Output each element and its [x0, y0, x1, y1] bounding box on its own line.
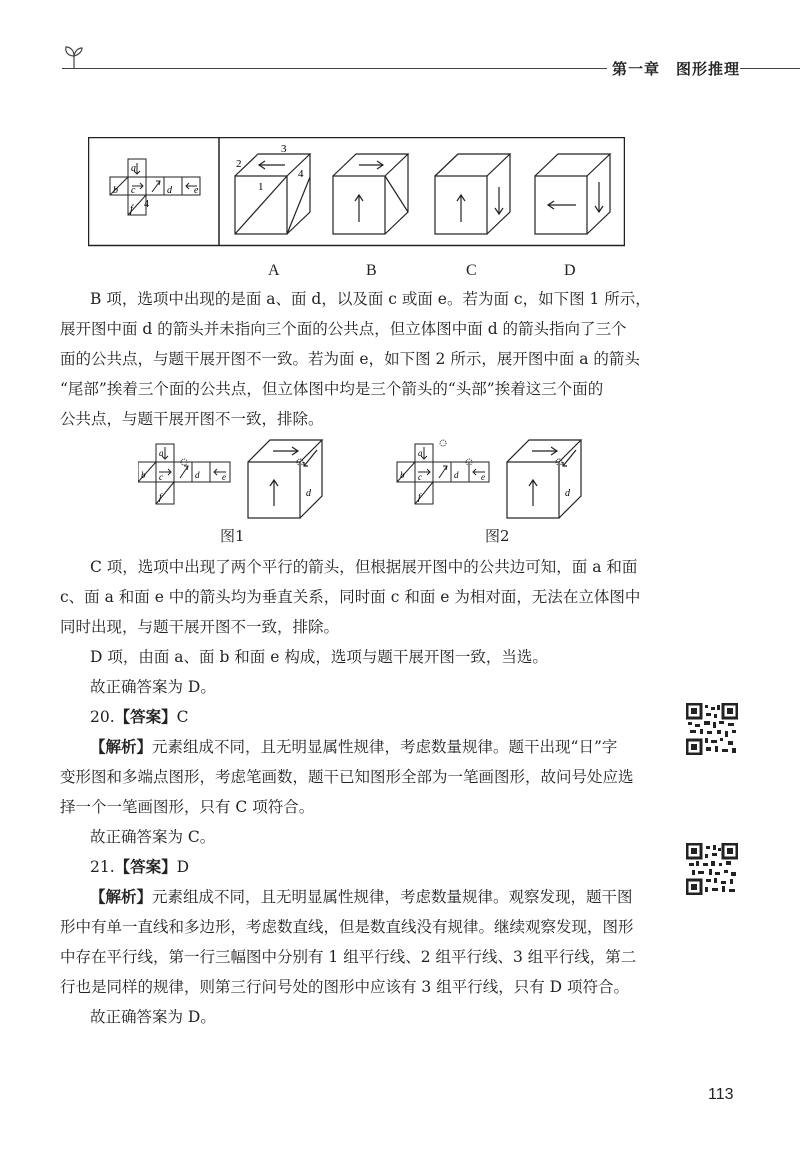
q21-analysis-line-4: 行也是同样的规律，则第三行问号处的图形中应该有 3 组平行线，只有 D 项符合。: [60, 978, 629, 996]
q21-answer: D: [176, 858, 190, 876]
header-rule-left: [62, 68, 607, 69]
net-label-f: f: [130, 204, 133, 215]
para-b-line-4: “尾部”挨着三个面的公共点，但立体图中均是三个箭头的“头部”挨着这三个面的: [60, 380, 604, 398]
fig1-net-c: c: [159, 472, 163, 482]
qr-code-icon[interactable]: [686, 843, 738, 895]
cube-option-d: [535, 154, 610, 234]
answer-19-conclusion: 故正确答案为 D。: [90, 678, 216, 696]
q21-conclusion: 故正确答案为 D。: [90, 1008, 216, 1026]
q21-analysis-line-3: 中存在平行线，第一行三幅图中分别有 1 组平行线、2 组平行线、3 组平行线，第二: [60, 948, 637, 966]
q21-analysis-tag: 【解析】: [90, 887, 153, 906]
q20-answer-line: [90, 702, 189, 732]
fig2-net-c: c: [418, 472, 422, 482]
net-label-four: 4: [144, 199, 149, 210]
para-c-line-2: c、面 a 和面 e 中的箭头均为垂直关系，同时面 c 和面 e 为相对面，无法在立体图中: [60, 588, 641, 606]
q20-analysis-line-2: 变形图和多端点图形，考虑笔画数，题干已知图形全部为一笔画图形，故问号处应选: [60, 768, 634, 786]
leaf-icon: [62, 44, 86, 70]
fig2-net-a: a: [418, 448, 423, 458]
net-label-c: c: [131, 185, 136, 196]
cube-option-b: [333, 154, 408, 234]
para-b-line-1: B 项，选项中出现的是面 a、面 d，以及面 c 或面 e。若为面 c，如下图 1 所示，: [90, 290, 651, 308]
figure-1: [138, 438, 338, 522]
fig1-net-e: e: [222, 472, 226, 482]
fig1-net-b: b: [141, 470, 146, 480]
chapter-title: 第一章 图形推理: [612, 60, 741, 78]
net-label-b: b: [113, 185, 118, 196]
fig1-cube: [248, 440, 322, 518]
q21-number: 21.: [90, 858, 115, 876]
header-rule-right: [740, 68, 800, 69]
option-label-d: D: [564, 262, 576, 279]
page-number: 113: [708, 1086, 734, 1103]
cube-a-label-one: 1: [258, 181, 264, 193]
cube-a-label-four: 4: [298, 168, 304, 180]
q20-analysis-text-1: 元素组成不同，且无明显属性规律，考虑数量规律。题干出现“日”字: [152, 738, 618, 756]
option-label-b: B: [366, 262, 377, 279]
q20-analysis-line-3: 择一个一笔画图形，只有 C 项符合。: [60, 798, 315, 816]
fig2-net-f: f: [418, 492, 421, 502]
fig2-net-b: b: [400, 470, 405, 480]
question-figure: [88, 137, 625, 247]
q20-number: 20.: [90, 708, 115, 726]
q20-analysis-line-1: [90, 732, 617, 762]
net-label-d: d: [167, 185, 172, 196]
qr-code-icon[interactable]: [686, 703, 738, 755]
cube-a-label-two: 2: [236, 158, 242, 170]
fig1-net-f: f: [159, 492, 162, 502]
figure-2: [395, 434, 595, 522]
para-d: D 项，由面 a、面 b 和面 e 构成，选项与题干展开图一致，当选。: [90, 648, 548, 666]
fig1-net-a: a: [159, 448, 164, 458]
fig2-cube: [507, 440, 581, 518]
q21-answer-line: [90, 852, 189, 882]
cube-option-c: [435, 154, 510, 234]
q20-analysis-tag: 【解析】: [90, 737, 153, 756]
q21-analysis-text-1: 元素组成不同，且无明显属性规律，考虑数量规律。观察发现，题干图: [152, 888, 633, 906]
net-diagram: [110, 159, 200, 215]
para-b-line-2: 展开图中面 d 的箭头并未指向三个面的公共点，但立体图中面 d 的箭头指向了三个: [60, 320, 627, 338]
figure-2-caption: 图2: [485, 527, 510, 545]
cube-option-a: [235, 154, 310, 234]
net-label-a: a: [131, 163, 136, 174]
net-label-e: e: [194, 185, 199, 196]
option-label-c: C: [466, 262, 477, 279]
fig1-net-d: d: [195, 470, 200, 480]
figure-1-caption: 图1: [220, 527, 245, 545]
q20-answer: C: [176, 708, 189, 726]
fig1-cube-d: d: [306, 488, 311, 499]
para-b-line-5: 公共点，与题干展开图不一致，排除。: [60, 410, 324, 428]
para-c-line-1: C 项，选项中出现了两个平行的箭头，但根据展开图中的公共边可知，面 a 和面: [90, 558, 638, 576]
para-b-line-3: 面的公共点，与题干展开图不一致。若为面 e，如下图 2 所示，展开图中面 a 的箭头: [60, 350, 640, 368]
fig2-cube-d: d: [565, 488, 570, 499]
q20-answer-tag: 【答案】: [114, 707, 177, 726]
q21-analysis-line-2: 形中有单一直线和多边形，考虑数直线，但是数直线没有规律。继续观察发现，图形: [60, 918, 634, 936]
option-label-a: A: [268, 262, 280, 279]
para-c-line-3: 同时出现，与题干展开图不一致，排除。: [60, 618, 340, 636]
q21-analysis-line-1: [90, 882, 633, 912]
q21-answer-tag: 【答案】: [114, 857, 177, 876]
cube-a-label-three: 3: [281, 143, 287, 155]
q20-conclusion: 故正确答案为 C。: [90, 828, 216, 846]
fig2-net-d: d: [454, 470, 459, 480]
fig2-net-e: e: [481, 472, 485, 482]
